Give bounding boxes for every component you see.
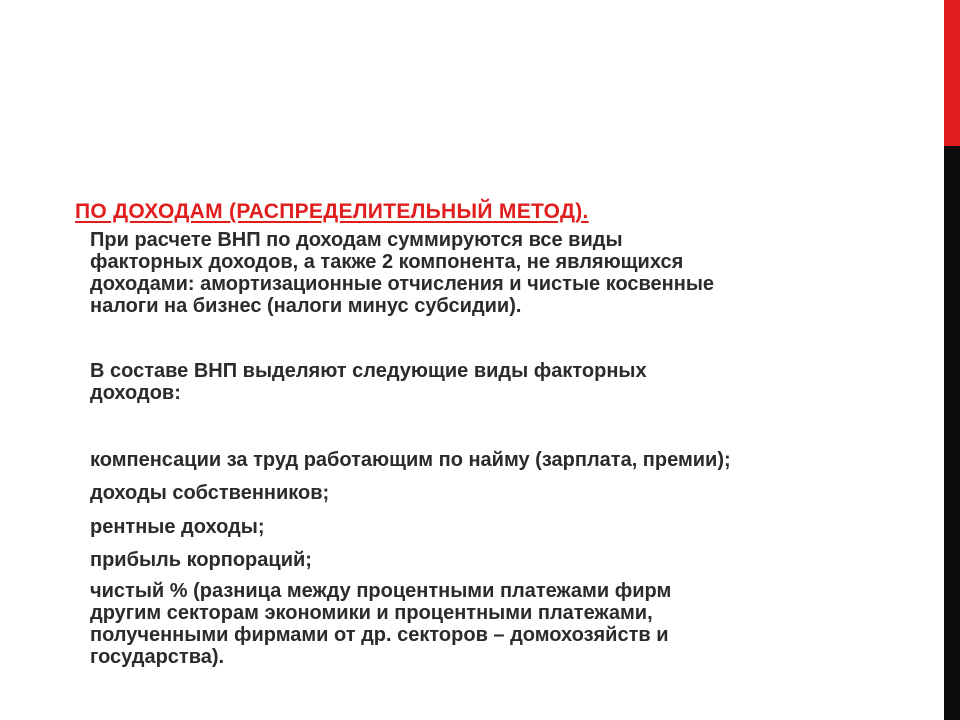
right-accent-divider	[940, 0, 944, 720]
composition-line: доходов:	[90, 382, 181, 404]
list-item-line: другим секторам экономики и процентными платежами,	[90, 602, 653, 624]
list-item-line: чистый % (разница между процентными платежами фирм	[90, 580, 672, 602]
list-item-last	[90, 580, 671, 668]
list-item: рентные доходы;	[90, 516, 265, 538]
composition-paragraph	[90, 360, 647, 404]
intro-line: При расчете ВНП по доходам суммируются все виды	[90, 229, 623, 251]
intro-paragraph	[90, 229, 714, 317]
list-item: компенсации за труд работающим по найму (зарплата, премии);	[90, 449, 731, 471]
list-item-line: государства).	[90, 646, 225, 668]
list-item: прибыль корпораций;	[90, 549, 312, 571]
intro-line: налоги на бизнес (налоги минус субсидии).	[90, 295, 522, 317]
composition-line: В составе ВНП выделяют следующие виды факторных	[90, 360, 647, 382]
list-item-line: полученными фирмами от др. секторов – домохозяйств и	[90, 624, 669, 646]
slide-title: ПО ДОХОДАМ (РАСПРЕДЕЛИТЕЛЬНЫЙ МЕТОД).	[75, 200, 589, 223]
right-accent-bar-dark	[944, 146, 960, 720]
intro-line: доходами: амортизационные отчисления и чистые косвенные	[90, 273, 715, 295]
list-item: доходы собственников;	[90, 482, 330, 504]
right-accent-bar-red	[944, 0, 960, 146]
intro-line: факторных доходов, а также 2 компонента, не являющихся	[90, 251, 684, 273]
